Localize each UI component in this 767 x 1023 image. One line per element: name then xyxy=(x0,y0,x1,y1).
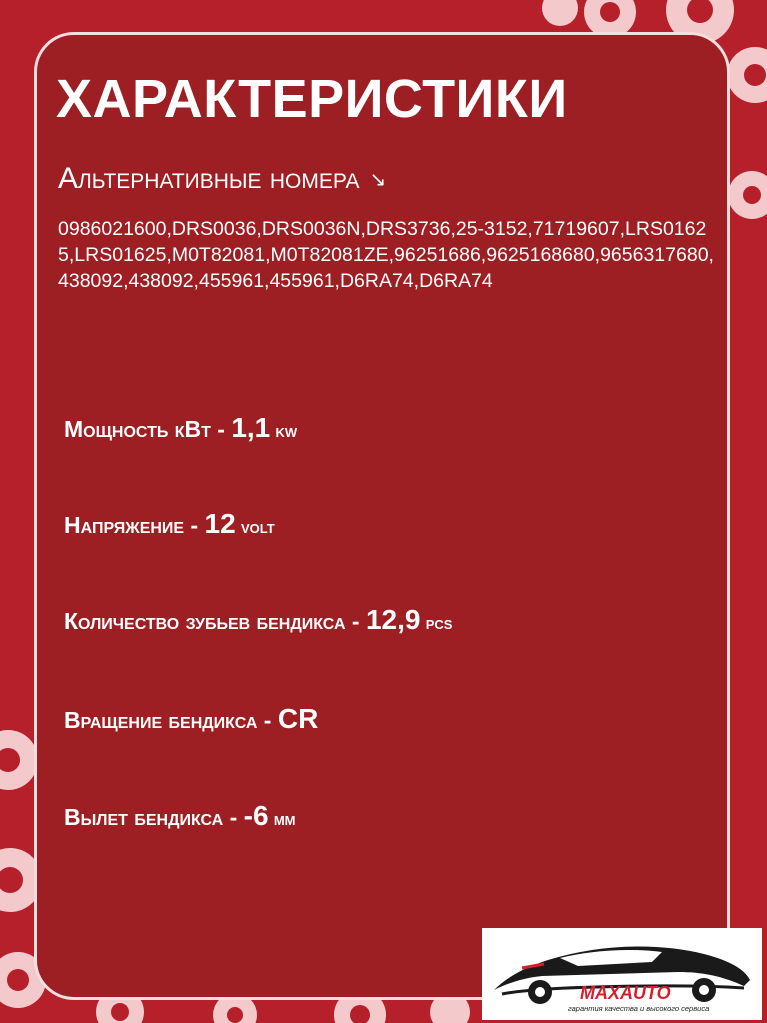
spec-label: Мощность кВт - xyxy=(64,416,232,442)
spec-unit: volt xyxy=(235,517,275,538)
alt-numbers-heading-label: Альтернативные номера xyxy=(58,162,360,195)
spec-unit: мм xyxy=(268,809,296,830)
spec-label: Вращение бендикса - xyxy=(64,707,278,733)
alt-numbers-list: 0986021600,DRS0036,DRS0036N,DRS3736,25-3152,71719607,LRS01625,LRS01625,M0T82081,M0T82081ZE,96251686,9625168680,9656317680,438092,438092,455961,455961,D6RA74,D6RA74 xyxy=(58,218,714,292)
spec-label: Напряжение - xyxy=(64,512,205,538)
spec-rotation xyxy=(64,703,318,735)
spec-offset xyxy=(64,800,296,832)
spec-value: 12,9 xyxy=(365,604,421,635)
brand-tagline: гарантия качества и высокого сервиса xyxy=(568,1004,710,1013)
arrow-down-right-icon: ↘ xyxy=(369,168,387,191)
spec-unit: pcs xyxy=(420,613,453,634)
spec-label: Количество зубьев бендикса - xyxy=(64,608,366,634)
brand-name: MAXAUTO xyxy=(580,983,671,1003)
spec-value: 12 xyxy=(204,508,236,539)
spec-value: -6 xyxy=(243,800,269,831)
spec-value: 1,1 xyxy=(231,412,271,443)
spec-unit: kw xyxy=(270,421,298,442)
spec-teeth xyxy=(64,604,452,636)
spec-power xyxy=(64,412,297,444)
spec-value: CR xyxy=(277,703,319,734)
spec-label: Вылет бендикса - xyxy=(64,804,244,830)
alt-numbers-heading xyxy=(58,162,386,196)
page-title: ХАРАКТЕРИСТИКИ xyxy=(56,69,568,129)
spec-voltage xyxy=(64,508,275,540)
